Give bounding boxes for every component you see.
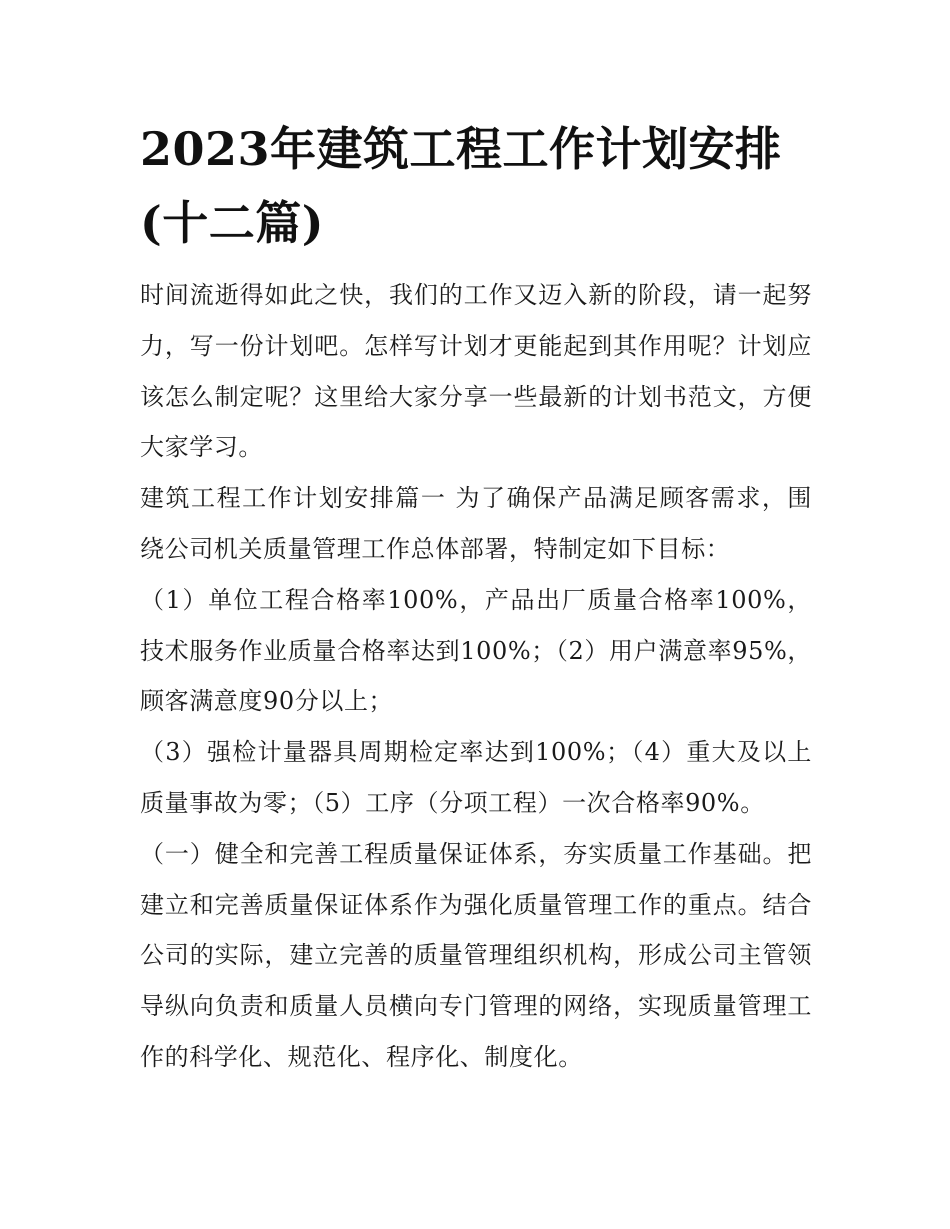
document-page [140, 112, 812, 1083]
targets-paragraph-2: （3）强检计量器具周期检定率达到100%；（4）重大及以上质量事故为零；（5）工序（分项工程）一次合格率90%。 [140, 738, 812, 817]
section-one-paragraph: 建筑工程工作计划安排篇一 为了确保产品满足顾客需求，围绕公司机关质量管理工作总体部署，特制定如下目标： [140, 484, 812, 563]
intro-paragraph: 时间流逝得如此之快，我们的工作又迈入新的阶段，请一起努力，写一份计划吧。怎样写计划才更能起到其作用呢？计划应该怎么制定呢？这里给大家分享一些最新的计划书范文，方便大家学习。 [140, 281, 812, 462]
targets-paragraph-1: （1）单位工程合格率100%，产品出厂质量合格率100%，技术服务作业质量合格率达到100%；（2）用户满意率95%，顾客满意度90分以上； [140, 585, 812, 716]
document-title: 2023年建筑工程工作计划安排(十二篇) [140, 122, 782, 250]
quality-system-paragraph: （一）健全和完善工程质量保证体系，夯实质量工作基础。把建立和完善质量保证体系作为强化质量管理工作的重点。结合公司的实际，建立完善的质量管理组织机构，形成公司主管领导纵向负责和质量人员横向专门管理的网络，实现质量管理工作的科学化、规范化、程序化、制度化。 [140, 839, 812, 1071]
document-body [140, 270, 812, 1083]
